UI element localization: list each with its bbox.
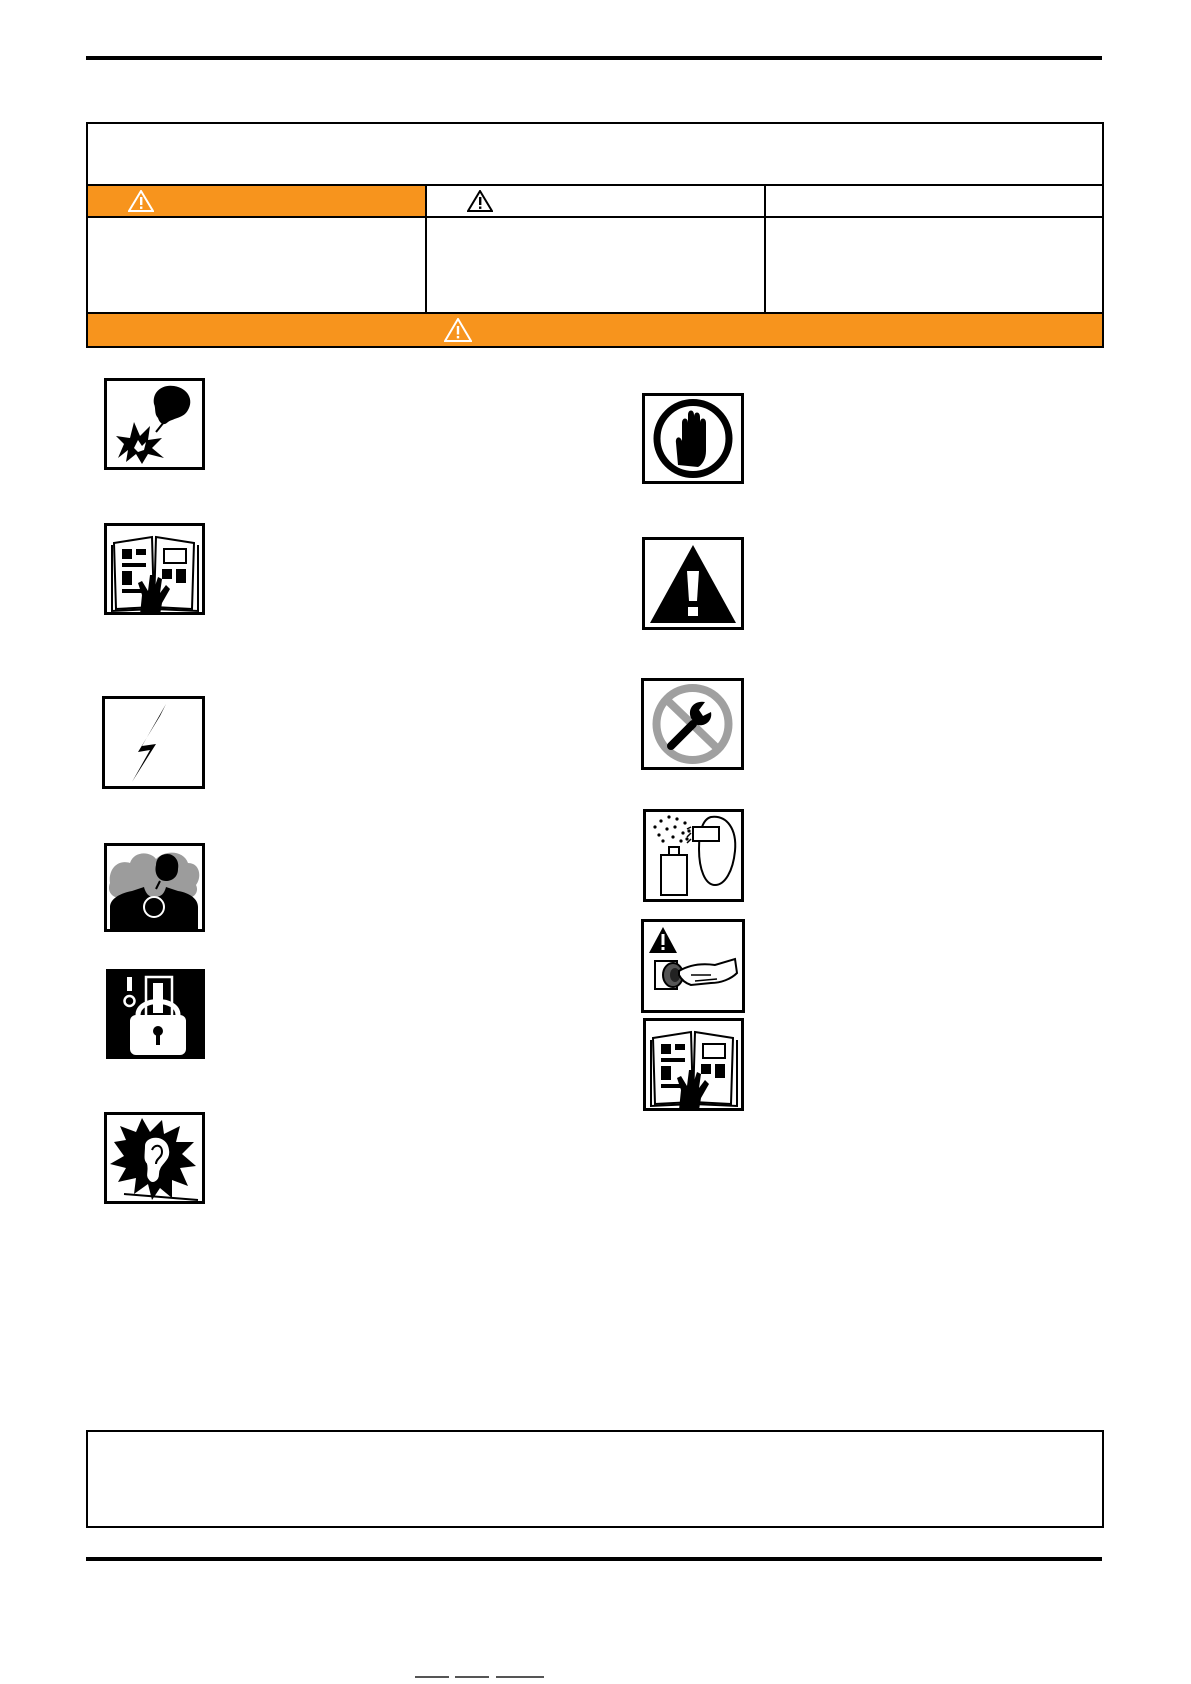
- toxic-fumes-icon: [104, 843, 205, 932]
- read-manual-icon: [643, 1018, 744, 1111]
- danger-header-cell: [88, 186, 425, 216]
- warning-header-cell: [427, 186, 764, 216]
- lockout-padlock-icon: [106, 969, 205, 1059]
- warning-triangle-icon: [128, 190, 154, 212]
- symbol-text: [226, 378, 596, 470]
- hazard-footer-bar: [88, 314, 1102, 346]
- header-rule: [86, 56, 1102, 60]
- caution-description: [774, 224, 1096, 308]
- warning-description: [435, 224, 757, 308]
- no-tools-icon: [641, 678, 744, 770]
- table-divider: [86, 216, 1104, 218]
- symbol-text: [766, 537, 1102, 629]
- footer-note-text: [100, 1444, 1090, 1514]
- scan-artifact: [415, 1676, 449, 1678]
- symbol-text: [766, 678, 1102, 770]
- danger-description: [96, 224, 418, 308]
- stop-hand-icon: [642, 393, 744, 484]
- hazard-table-title: [98, 134, 1088, 174]
- scan-artifact: [455, 1676, 489, 1678]
- footer-rule: [86, 1557, 1102, 1561]
- symbol-text: [226, 843, 596, 935]
- symbol-text: [226, 696, 596, 788]
- emergency-stop-button-icon: [641, 919, 745, 1013]
- read-manual-icon: [104, 523, 205, 615]
- noise-hearing-icon: [104, 1112, 205, 1204]
- electric-shock-icon: [102, 696, 205, 789]
- warning-triangle-icon: [467, 190, 493, 212]
- table-column-divider: [425, 184, 427, 314]
- symbol-text: [766, 809, 1102, 901]
- table-column-divider: [764, 184, 766, 314]
- symbol-text: [766, 1018, 1102, 1110]
- symbol-text: [226, 1112, 596, 1204]
- warning-triangle-icon: [444, 318, 472, 342]
- symbol-text: [226, 969, 596, 1061]
- scan-artifact: [496, 1676, 544, 1678]
- caution-header-cell: [766, 186, 1102, 216]
- symbol-text: [766, 919, 1102, 1011]
- symbol-text: [766, 393, 1102, 485]
- eye-spray-protection-icon: [643, 809, 744, 902]
- footer-note-box: [86, 1430, 1104, 1528]
- general-warning-icon: [642, 537, 744, 630]
- explosion-hazard-icon: [104, 378, 205, 470]
- symbol-text: [226, 523, 596, 615]
